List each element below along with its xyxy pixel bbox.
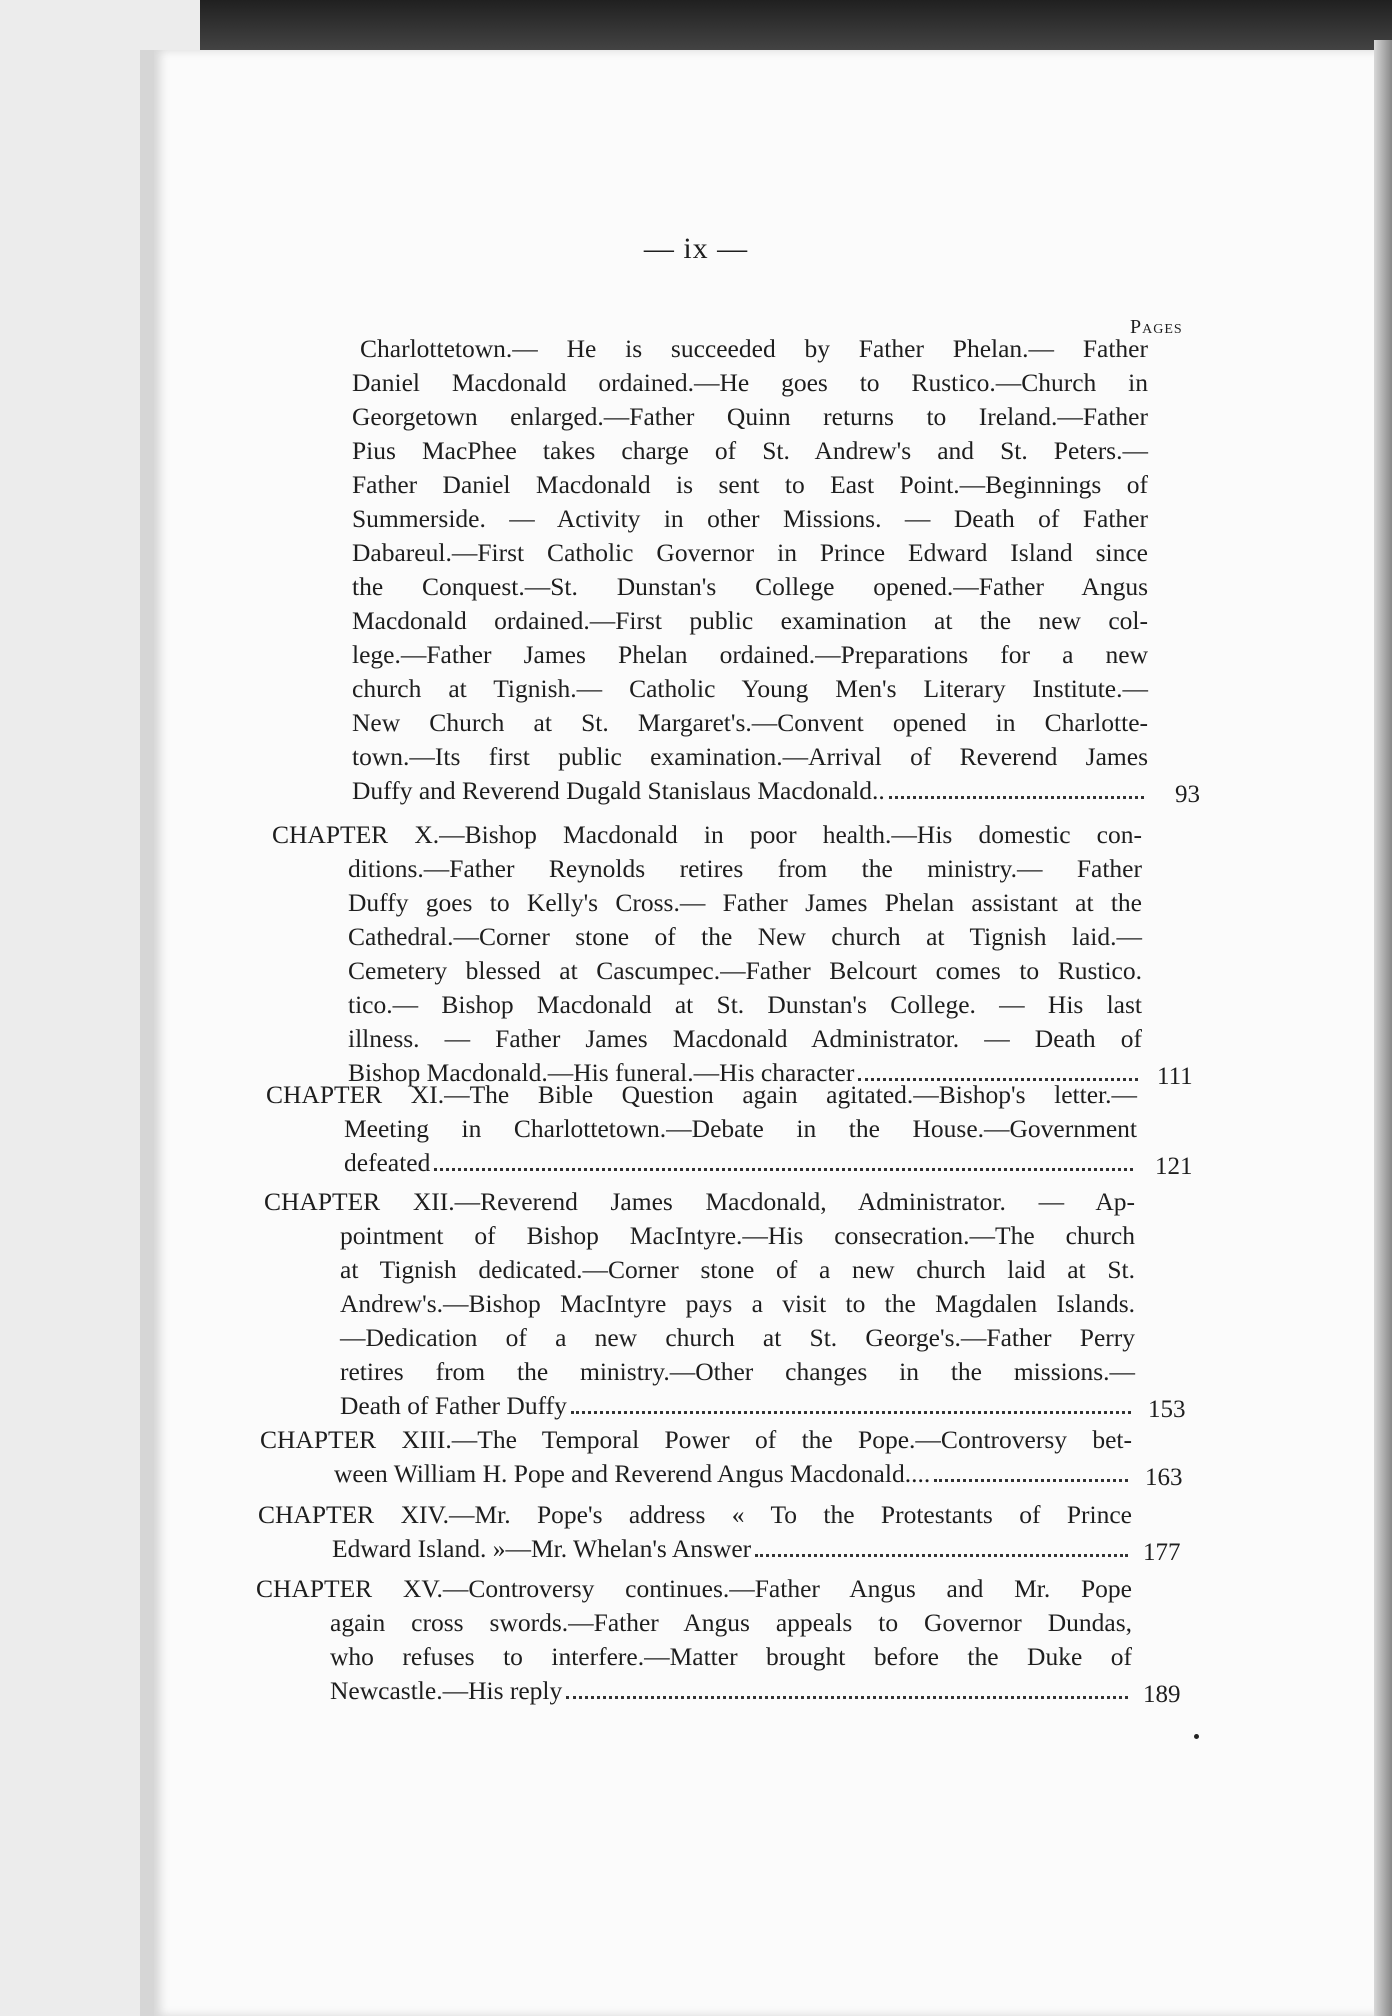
toc-entry-last-line [330, 1674, 1132, 1708]
toc-entry-last-line [344, 1146, 1137, 1180]
page-folio: — ix — [643, 232, 749, 265]
toc-line-text: Duffy and Reverend Dugald Stanislaus Macdonald.. [352, 776, 885, 805]
toc-line-text: Andrew's.—Bishop MacIntyre pays a visit to the Magdalen Islands. [340, 1289, 1135, 1318]
dot-leader [889, 796, 1144, 799]
toc-line-text: Pius MacPhee takes charge of St. Andrew's and St. Peters.— [352, 436, 1148, 465]
dot-leader [571, 1411, 1131, 1414]
toc-line-text: who refuses to interfere.—Matter brought before the Duke of [330, 1642, 1132, 1671]
toc-entry-last-line [352, 774, 1148, 808]
toc-line-text: pointment of Bishop MacIntyre.—His consecration.—The church [340, 1221, 1135, 1250]
dot-leader [434, 1168, 1133, 1171]
stray-dot-mark [1194, 1734, 1199, 1739]
toc-line-text: CHAPTER XIV.—Mr. Pope's address « To the Protestants of Prince [258, 1500, 1132, 1529]
toc-line-text: ween William H. Pope and Reverend Angus Macdonald.... [334, 1459, 931, 1488]
toc-line-text: Daniel Macdonald ordained.—He goes to Rustico.—Church in [352, 368, 1148, 397]
toc-page-number: 93 [1175, 781, 1200, 808]
toc-page-number: 189 [1143, 1681, 1181, 1708]
toc-line-text: New Church at St. Margaret's.—Convent opened in Charlotte- [352, 708, 1148, 737]
toc-page-number: 177 [1143, 1539, 1181, 1566]
toc-line-text: CHAPTER XII.—Reverend James Macdonald, Administrator. — Ap- [264, 1187, 1135, 1216]
toc-entry-last-line [340, 1389, 1135, 1423]
toc-line-text: —Dedication of a new church at St. George's.—Father Perry [340, 1323, 1135, 1352]
toc-line-text: Dabareul.—First Catholic Governor in Prince Edward Island since [352, 538, 1148, 567]
toc-line-text: CHAPTER XIII.—The Temporal Power of the Pope.—Controversy bet- [260, 1425, 1132, 1454]
toc-line-text: illness. — Father James Macdonald Administrator. — Death of [348, 1024, 1142, 1053]
toc-line-text: town.—Its first public examination.—Arrival of Reverend James [352, 742, 1148, 771]
toc-line-text: church at Tignish.— Catholic Young Men's Literary Institute.— [352, 674, 1148, 703]
toc-line-text: Edward Island. »—Mr. Whelan's Answer [332, 1534, 752, 1563]
toc-line-text: Macdonald ordained.—First public examination at the new col- [352, 606, 1148, 635]
toc-line-text: tico.— Bishop Macdonald at St. Dunstan's College. — His last [348, 990, 1142, 1019]
dot-leader [755, 1554, 1128, 1557]
toc-line-text: Charlottetown.— He is succeeded by Father Phelan.— Father [360, 334, 1148, 363]
toc-line-text: Meeting in Charlottetown.—Debate in the House.—Government [344, 1114, 1137, 1143]
toc-page-number: 153 [1148, 1396, 1186, 1423]
toc-line-text: retires from the ministry.—Other changes in the missions.— [340, 1357, 1135, 1386]
toc-line-text: Father Daniel Macdonald is sent to East Point.—Beginnings of [352, 470, 1148, 499]
pages-column-heading: Pages [1130, 316, 1183, 338]
toc-page-number: 111 [1157, 1063, 1193, 1090]
toc-line-text: ditions.—Father Reynolds retires from the ministry.— Father [348, 854, 1142, 883]
toc-line-text: Cemetery blessed at Cascumpec.—Father Belcourt comes to Rustico. [348, 956, 1142, 985]
toc-line-text: Georgetown enlarged.—Father Quinn returns to Ireland.—Father [352, 402, 1148, 431]
toc-page-number: 163 [1145, 1464, 1183, 1491]
toc-line-text: Newcastle.—His reply [330, 1676, 563, 1705]
toc-line-text: Bishop Macdonald.—His funeral.—His character [348, 1058, 855, 1087]
dot-leader [934, 1479, 1128, 1482]
toc-line-text: at Tignish dedicated.—Corner stone of a new church laid at St. [340, 1255, 1135, 1284]
toc-line-text: Duffy goes to Kelly's Cross.— Father James Phelan assistant at the [348, 888, 1142, 917]
toc-line-text: CHAPTER X.—Bishop Macdonald in poor health.—His domestic con- [272, 820, 1142, 849]
scan-right-edge [1374, 40, 1392, 2016]
toc-line-text: Death of Father Duffy [340, 1391, 567, 1420]
toc-line-text: Cathedral.—Corner stone of the New church at Tignish laid.— [348, 922, 1142, 951]
dot-leader [566, 1696, 1128, 1699]
toc-line-text: again cross swords.—Father Angus appeals to Governor Dundas, [330, 1608, 1132, 1637]
toc-line-text: defeated [344, 1148, 431, 1177]
toc-page-number: 121 [1155, 1153, 1193, 1180]
toc-line-text: the Conquest.—St. Dunstan's College opened.—Father Angus [352, 572, 1148, 601]
toc-line-text: Summerside. — Activity in other Missions. — Death of Father [352, 504, 1148, 533]
toc-entry-last-line [334, 1457, 1132, 1491]
toc-line-text: CHAPTER XI.—The Bible Question again agitated.—Bishop's letter.— [266, 1080, 1137, 1109]
toc-entry-last-line [332, 1532, 1132, 1566]
toc-line-text: CHAPTER XV.—Controversy continues.—Father Angus and Mr. Pope [256, 1574, 1132, 1603]
toc-line-text: lege.—Father James Phelan ordained.—Preparations for a new [352, 640, 1148, 669]
